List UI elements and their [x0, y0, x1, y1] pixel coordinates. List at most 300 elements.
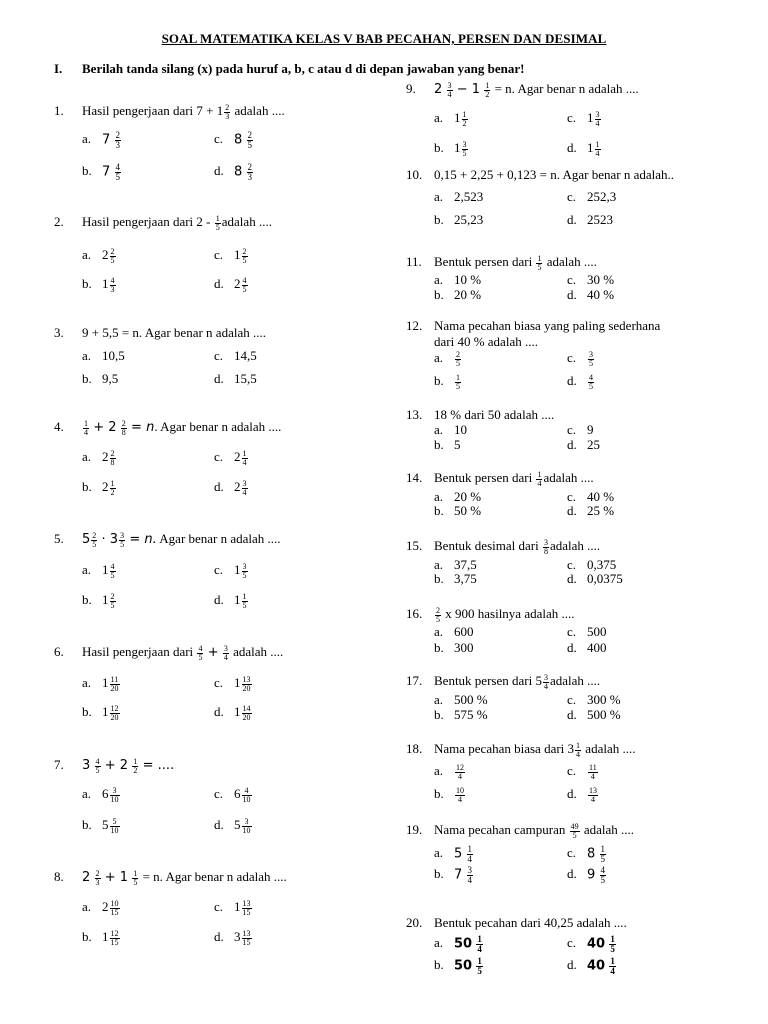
fraction: [110, 248, 116, 265]
question-number: 5.: [54, 531, 64, 546]
question-number: 10.: [406, 167, 423, 182]
option-label: c.: [214, 131, 224, 147]
fraction: [110, 277, 116, 294]
option-label: a.: [434, 763, 444, 778]
fraction: [484, 82, 490, 99]
option-label: a.: [434, 272, 444, 287]
option-c[interactable]: [214, 449, 249, 467]
option-label: b.: [434, 957, 444, 973]
option-b[interactable]: [82, 704, 121, 722]
option-label: d.: [567, 957, 577, 973]
fraction-numerator: 1: [110, 478, 115, 488]
question-number: 13.: [406, 407, 423, 422]
question-text: Hasil pengerjaan dari 7 + 1: [82, 103, 224, 118]
fraction: [119, 532, 125, 549]
question-text: adalah ....: [221, 214, 272, 229]
question-number: 6.: [54, 644, 64, 659]
text: 25 %: [587, 503, 615, 518]
fraction-denominator: 20: [110, 712, 119, 722]
text: Nama pecahan biasa dari 3: [434, 741, 575, 756]
fraction: [609, 935, 616, 954]
option-label: c.: [214, 348, 224, 363]
fraction-denominator: 10: [110, 825, 119, 835]
option-a[interactable]: [434, 692, 488, 707]
question-4: [54, 419, 281, 437]
fraction-denominator: 5: [242, 284, 247, 294]
option-c[interactable]: [214, 675, 253, 693]
text: + 1: [104, 870, 129, 885]
option-label: b.: [82, 371, 92, 386]
fraction-denominator: 5: [215, 222, 220, 232]
text: 5: [102, 817, 109, 832]
fraction: [242, 705, 252, 722]
fraction: [435, 607, 441, 624]
option-label: b.: [434, 373, 444, 388]
fraction-denominator: 4: [223, 652, 228, 662]
option-c[interactable]: [214, 348, 257, 363]
question-9: [406, 81, 639, 99]
option-b[interactable]: [434, 707, 488, 722]
fraction-numerator: 4: [115, 162, 121, 172]
question-number: 14.: [406, 470, 423, 485]
option-d[interactable]: [567, 140, 602, 158]
fraction-denominator: 2: [485, 89, 490, 99]
question-7: [54, 757, 174, 775]
question-1: [54, 103, 285, 121]
text: 5: [454, 437, 461, 452]
option-b[interactable]: [434, 503, 481, 518]
text: 1: [587, 140, 594, 155]
option-d[interactable]: [567, 503, 614, 518]
option-label: b.: [434, 287, 444, 302]
fraction-numerator: 1: [537, 469, 542, 479]
fraction: [110, 787, 120, 804]
fraction: [247, 163, 254, 182]
option-label: d.: [214, 817, 224, 832]
fraction-denominator: 4: [242, 457, 247, 467]
option-c[interactable]: [567, 763, 599, 781]
fraction: [132, 758, 138, 775]
option-b[interactable]: [434, 212, 483, 227]
question-number: 2.: [54, 214, 64, 229]
fraction-numerator: 1: [600, 844, 606, 854]
option-d[interactable]: [567, 866, 607, 885]
text: 7: [454, 867, 463, 883]
fraction-numerator: 1: [610, 934, 615, 944]
option-label: a.: [434, 350, 444, 365]
option-a[interactable]: [82, 562, 117, 580]
fraction-numerator: 13: [242, 928, 251, 938]
option-a[interactable]: [82, 899, 121, 917]
question-text: Hasil pengerjaan dari 2 -: [82, 214, 211, 229]
fraction: [467, 845, 474, 864]
option-d[interactable]: [567, 287, 614, 302]
fraction-denominator: 4: [576, 749, 581, 759]
text: 1: [234, 562, 241, 577]
fraction-denominator: 3: [115, 140, 121, 150]
option-b[interactable]: [434, 140, 469, 158]
option-a[interactable]: [434, 110, 469, 128]
option-label: b.: [82, 592, 92, 607]
option-label: a.: [434, 489, 444, 504]
fraction-numerator: 1: [242, 448, 247, 458]
fraction-denominator: 4: [458, 794, 462, 804]
option-label: d.: [567, 866, 577, 882]
fraction-numerator: 3: [223, 643, 228, 653]
option-c[interactable]: [567, 935, 617, 954]
option-label: d.: [214, 163, 224, 179]
fraction-numerator: 3: [242, 818, 252, 827]
option-label: c.: [567, 272, 577, 287]
fraction-denominator: 3: [95, 877, 100, 887]
option-a[interactable]: [82, 449, 117, 467]
option-label: b.: [434, 866, 444, 882]
fraction-denominator: 5: [600, 875, 606, 885]
fraction-denominator: 4: [595, 118, 600, 128]
text: +: [207, 645, 219, 660]
text: 1: [587, 110, 594, 125]
fraction-numerator: 1: [462, 109, 467, 119]
option-label: c.: [214, 562, 224, 577]
fraction-denominator: 4: [591, 794, 595, 804]
text: 500 %: [454, 692, 488, 707]
text: Nama pecahan campuran: [434, 822, 566, 837]
fraction: [95, 870, 101, 887]
option-c[interactable]: [214, 131, 254, 150]
fraction-numerator: 1: [215, 213, 220, 223]
option-d[interactable]: [214, 163, 254, 182]
option-a[interactable]: [82, 675, 121, 693]
fraction: [110, 818, 120, 835]
fraction: [536, 471, 542, 488]
fraction-denominator: 5: [537, 262, 542, 272]
text: adalah ....: [543, 470, 594, 485]
option-d[interactable]: [567, 786, 599, 804]
option-c[interactable]: [567, 692, 621, 707]
option-d[interactable]: [567, 957, 617, 976]
option-b[interactable]: [434, 786, 466, 804]
text: 1: [454, 110, 461, 125]
text: 6: [102, 786, 109, 801]
question-number: 11.: [406, 254, 422, 269]
option-d[interactable]: [567, 571, 623, 586]
option-d[interactable]: [214, 479, 249, 497]
text: 1: [102, 562, 109, 577]
option-label: b.: [82, 929, 92, 944]
option-a[interactable]: [434, 489, 481, 504]
option-b[interactable]: [434, 373, 462, 391]
option-b[interactable]: [82, 929, 121, 947]
question-number: 7.: [54, 757, 64, 772]
fraction-numerator: 2: [247, 130, 253, 140]
fraction-numerator: 12: [110, 703, 119, 713]
text: Bentuk persen dari 5: [434, 673, 542, 688]
question-12: [406, 318, 660, 333]
question-text: adalah ....: [234, 103, 285, 118]
option-a[interactable]: [82, 131, 122, 150]
fraction-denominator: 5: [110, 570, 115, 580]
fraction-denominator: 4: [458, 771, 462, 781]
option-d[interactable]: [567, 640, 607, 655]
text: 40: [587, 936, 606, 952]
option-d[interactable]: [214, 929, 253, 947]
fraction-denominator: 4: [610, 966, 615, 976]
option-c[interactable]: [567, 557, 616, 572]
option-d[interactable]: [567, 707, 621, 722]
question-19: [406, 822, 634, 840]
option-d[interactable]: [214, 371, 257, 386]
fraction: [215, 215, 221, 232]
text: 2,523: [454, 189, 484, 204]
option-label: c.: [567, 189, 577, 204]
option-c[interactable]: [214, 247, 249, 265]
option-d[interactable]: [214, 817, 253, 835]
text: 9: [587, 422, 594, 437]
fraction: [455, 787, 465, 804]
option-c[interactable]: [214, 562, 249, 580]
option-label: c.: [567, 935, 577, 951]
option-label: a.: [82, 786, 92, 801]
option-c[interactable]: [567, 189, 616, 204]
option-b[interactable]: [434, 571, 477, 586]
option-b[interactable]: [82, 371, 118, 386]
option-b[interactable]: [82, 592, 117, 610]
text: 50: [454, 936, 473, 952]
fraction-numerator: 49: [570, 821, 579, 831]
option-b[interactable]: [434, 640, 474, 655]
text: dari 40 % adalah ....: [434, 334, 538, 349]
fraction-denominator: 20: [110, 683, 119, 693]
option-label: d.: [567, 503, 577, 518]
fraction-numerator: 3: [242, 478, 247, 488]
option-label: b.: [82, 276, 92, 291]
text: 25,23: [454, 212, 484, 227]
option-a[interactable]: [434, 624, 474, 639]
option-d[interactable]: [567, 212, 613, 227]
option-label: a.: [434, 935, 444, 951]
fraction: [242, 248, 248, 265]
option-d[interactable]: [567, 437, 600, 452]
fraction: [132, 870, 138, 887]
option-b[interactable]: [434, 437, 461, 452]
fraction: [242, 593, 248, 610]
text: 0,15 + 2,25 + 0,123 = n. Agar benar n adalah..: [434, 167, 675, 182]
question-number: 20.: [406, 915, 423, 930]
option-b[interactable]: [82, 479, 117, 497]
text: 0,375: [587, 557, 617, 572]
text: 575 %: [454, 707, 488, 722]
text: 2: [102, 479, 109, 494]
option-c[interactable]: [567, 272, 614, 287]
question-number: 12.: [406, 318, 423, 333]
fraction: [588, 787, 598, 804]
option-a[interactable]: [434, 189, 483, 204]
option-d[interactable]: [214, 276, 249, 294]
option-label: b.: [82, 817, 92, 832]
fraction-numerator: 1: [485, 80, 490, 90]
option-b[interactable]: [82, 163, 122, 182]
option-label: b.: [82, 479, 92, 494]
fraction-numerator: 10: [456, 785, 464, 795]
option-label: b.: [434, 140, 444, 155]
option-label: a.: [82, 131, 92, 147]
option-label: a.: [82, 348, 92, 363]
text: 7: [102, 164, 111, 180]
text: 20 %: [454, 287, 482, 302]
fraction-denominator: 10: [242, 794, 251, 804]
fraction-denominator: 5: [242, 255, 247, 265]
option-label: c.: [567, 110, 577, 125]
option-c[interactable]: [567, 624, 607, 639]
text: 1: [234, 247, 241, 262]
text: 1: [102, 929, 109, 944]
text: adalah ....: [549, 538, 601, 553]
fraction-denominator: 15: [242, 907, 251, 917]
option-label: c.: [567, 350, 577, 365]
text: adalah ....: [233, 644, 284, 659]
option-label: d.: [567, 437, 577, 452]
option-a[interactable]: [434, 845, 474, 864]
fraction-numerator: 1: [133, 756, 138, 766]
option-c[interactable]: [567, 350, 595, 368]
option-label: c.: [567, 763, 577, 778]
option-b[interactable]: [82, 817, 121, 835]
text: Bentuk persen dari: [434, 470, 533, 485]
fraction: [91, 532, 97, 549]
question-14: [406, 470, 594, 488]
option-c[interactable]: [567, 110, 602, 128]
option-a[interactable]: [434, 350, 462, 368]
fraction-denominator: 4: [242, 487, 247, 497]
option-c[interactable]: [567, 422, 594, 437]
question-10: [406, 167, 674, 182]
text: 5: [234, 817, 241, 832]
option-c[interactable]: [214, 899, 253, 917]
fraction-denominator: 10: [110, 794, 119, 804]
option-a[interactable]: [434, 935, 484, 954]
fraction-denominator: 15: [110, 937, 119, 947]
option-label: d.: [567, 287, 577, 302]
option-label: a.: [434, 110, 444, 125]
text: 252,3: [587, 189, 617, 204]
option-label: b.: [434, 503, 444, 518]
option-b[interactable]: [434, 957, 484, 976]
text: 1: [102, 704, 109, 719]
text: 1: [102, 276, 109, 291]
text: 1: [234, 592, 241, 607]
fraction-numerator: 2: [95, 868, 100, 878]
fraction-denominator: 5: [120, 539, 125, 549]
option-a[interactable]: [434, 422, 467, 437]
text: 5: [82, 532, 91, 547]
option-a[interactable]: [434, 557, 477, 572]
fraction: [95, 758, 101, 775]
option-a[interactable]: [82, 247, 117, 265]
option-a[interactable]: [434, 763, 466, 781]
fraction: [543, 674, 549, 691]
fraction-numerator: 1: [467, 844, 473, 854]
option-label: d.: [567, 640, 577, 655]
fraction-numerator: 4: [242, 787, 252, 796]
option-a[interactable]: [434, 272, 481, 287]
text: 8: [587, 846, 596, 862]
fraction-denominator: 2: [462, 118, 467, 128]
fraction-numerator: 3: [543, 672, 548, 682]
fraction-numerator: 4: [589, 372, 593, 382]
option-label: c.: [214, 675, 224, 690]
fraction-numerator: 2: [115, 130, 121, 140]
fraction-numerator: 4: [110, 275, 115, 285]
fraction: [595, 111, 601, 128]
option-a[interactable]: [82, 786, 121, 804]
option-a[interactable]: [82, 348, 125, 363]
question-18: [406, 741, 635, 759]
option-label: a.: [434, 557, 444, 572]
option-label: d.: [214, 929, 224, 944]
question-number: 17.: [406, 673, 423, 688]
fraction-denominator: 8: [110, 457, 115, 467]
fraction-denominator: 8: [543, 546, 548, 556]
fraction-numerator: 14: [242, 703, 251, 713]
fraction-denominator: 4: [590, 771, 595, 781]
text: 2: [434, 82, 443, 97]
text: adalah ....: [546, 254, 597, 269]
option-label: c.: [567, 557, 577, 572]
text: 2: [102, 449, 109, 464]
fraction: [197, 645, 203, 662]
option-label: a.: [434, 845, 444, 861]
option-label: d.: [214, 704, 224, 719]
text: 37,5: [454, 557, 477, 572]
fraction: [242, 818, 252, 835]
fraction-numerator: 3: [595, 109, 600, 119]
question-number: 16.: [406, 606, 423, 621]
option-label: d.: [567, 707, 577, 722]
option-c[interactable]: [567, 845, 607, 864]
text: 14,5: [234, 348, 257, 363]
option-label: b.: [434, 571, 444, 586]
option-c[interactable]: [567, 489, 614, 504]
option-label: d.: [567, 140, 577, 155]
question-6: [54, 644, 283, 662]
option-b[interactable]: [434, 866, 474, 885]
option-d[interactable]: [214, 704, 253, 722]
option-c[interactable]: [214, 786, 253, 804]
option-d[interactable]: [567, 373, 595, 391]
option-label: d.: [214, 276, 224, 291]
fraction: [609, 957, 616, 976]
fraction-denominator: 20: [242, 683, 251, 693]
option-label: c.: [567, 692, 577, 707]
fraction-numerator: 2: [110, 591, 115, 601]
fraction-numerator: 2: [436, 605, 440, 615]
text: 10 %: [454, 272, 482, 287]
option-label: a.: [82, 899, 92, 914]
fraction-numerator: 4: [242, 275, 247, 285]
option-d[interactable]: [214, 592, 249, 610]
option-label: d.: [567, 212, 577, 227]
option-b[interactable]: [434, 287, 481, 302]
fraction-denominator: 8: [121, 427, 126, 437]
question-2: [54, 214, 272, 232]
fraction-numerator: 12: [456, 762, 464, 772]
option-label: a.: [82, 247, 92, 262]
fraction-denominator: 4: [467, 854, 473, 864]
option-b[interactable]: [82, 276, 117, 294]
fraction: [600, 866, 607, 885]
fraction-numerator: 1: [456, 372, 460, 382]
text: 300: [454, 640, 474, 655]
